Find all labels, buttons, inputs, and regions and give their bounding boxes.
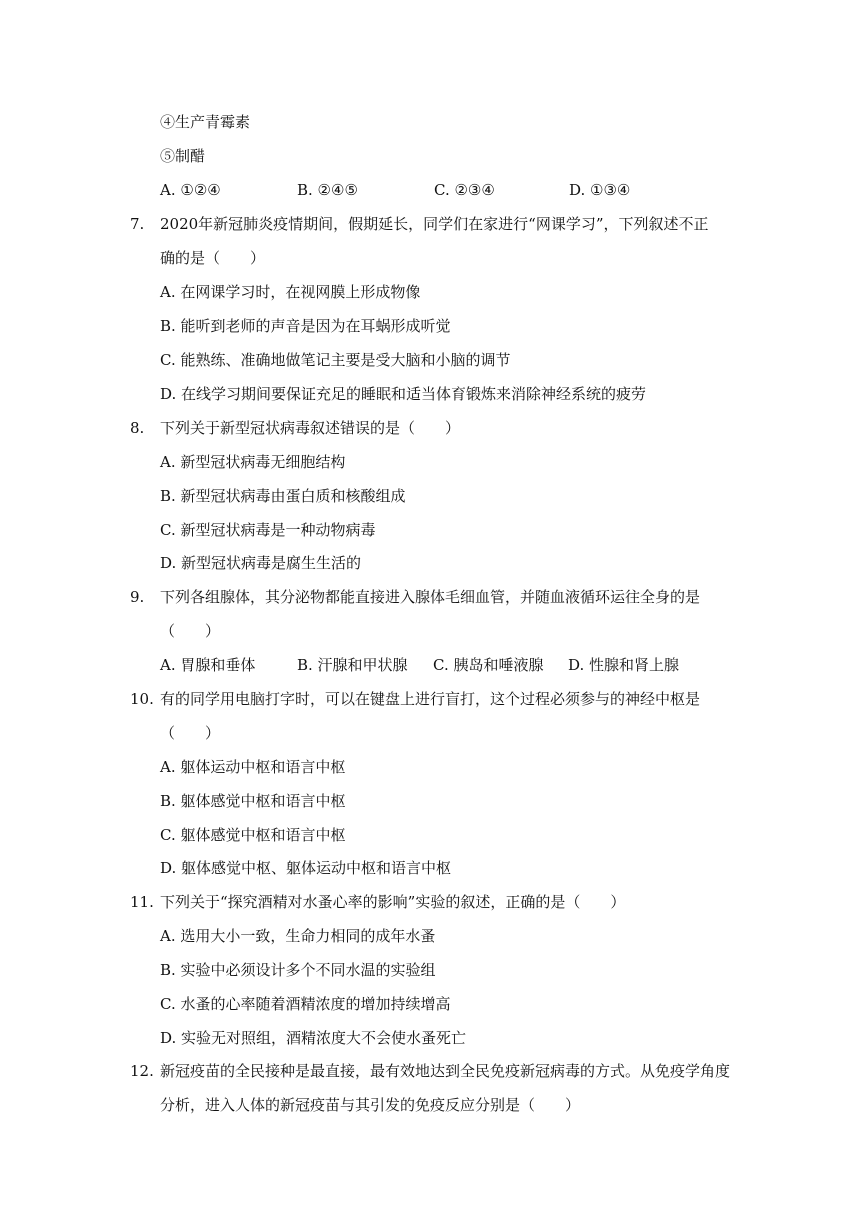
q10-option-a: A. 躯体运动中枢和语言中枢 [160,758,346,776]
q9-option-a: A. 胃腺和垂体 [160,656,256,674]
q7-number: 7. [130,215,145,233]
q10-stem-line-1: 有的同学用电脑打字时，可以在键盘上进行盲打，这个过程必须参与的神经中枢是 [160,690,701,708]
carryover-item-5: ⑤制醋 [160,147,206,165]
q7-option-a: A. 在网课学习时，在视网膜上形成物像 [160,283,421,301]
q8-number: 8. [130,419,145,437]
q10-option-d: D. 躯体感觉中枢、躯体运动中枢和语言中枢 [160,859,452,877]
q11-option-a: A. 选用大小一致，生命力相同的成年水蚤 [160,927,436,945]
q10-option-b: B. 躯体感觉中枢和语言中枢 [160,792,346,810]
q8-option-c: C. 新型冠状病毒是一种动物病毒 [160,521,376,539]
carryover-item-4: ④生产青霉素 [160,113,251,131]
q9-number: 9. [130,588,145,606]
q11-option-b: B. 实验中必须设计多个不同水温的实验组 [160,961,436,979]
q6-option-d: D. ①③④ [569,181,631,199]
q10-stem-line-2: （ ） [160,724,221,742]
q10-number: 10. [130,690,154,708]
q6-option-c: C. ②③④ [434,181,495,199]
q8-option-d: D. 新型冠状病毒是腐生生活的 [160,554,362,572]
q8-option-b: B. 新型冠状病毒由蛋白质和核酸组成 [160,487,406,505]
q8-option-a: A. 新型冠状病毒无细胞结构 [160,453,346,471]
q6-option-b: B. ②④⑤ [297,181,358,199]
q12-stem-line-2: 分析，进入人体的新冠疫苗与其引发的免疫反应分别是（ ） [160,1096,581,1114]
q7-option-c: C. 能熟练、准确地做笔记主要是受大脑和小脑的调节 [160,351,511,369]
q7-option-b: B. 能听到老师的声音是因为在耳蜗形成听觉 [160,317,451,335]
q11-number: 11. [130,893,154,911]
q11-option-d: D. 实验无对照组，酒精浓度大不会使水蚤死亡 [160,1029,467,1047]
q8-stem-line-1: 下列关于新型冠状病毒叙述错误的是（ ） [160,419,461,437]
q11-stem-line-1: 下列关于“探究酒精对水蚤心率的影响”实验的叙述，正确的是（ ） [160,893,626,911]
q11-option-c: C. 水蚤的心率随着酒精浓度的增加持续增高 [160,995,451,1013]
q7-option-d: D. 在线学习期间要保证充足的睡眠和适当体育锻炼来消除神经系统的疲劳 [160,385,647,403]
q12-number: 12. [130,1062,154,1080]
q6-option-a: A. ①②④ [160,181,221,199]
q9-option-b: B. 汗腺和甲状腺 [297,656,408,674]
q7-stem-line-1: 2020年新冠肺炎疫情期间，假期延长，同学们在家进行“网课学习”，下列叙述不正 [160,215,709,233]
q10-option-c: C. 躯体感觉中枢和语言中枢 [160,826,346,844]
q9-option-c: C. 胰岛和唾液腺 [433,656,544,674]
q9-stem-line-1: 下列各组腺体，其分泌物都能直接进入腺体毛细血管，并随血液循环运往全身的是 [160,588,701,606]
q12-stem-line-1: 新冠疫苗的全民接种是最直接，最有效地达到全民免疫新冠病毒的方式。从免疫学角度 [160,1062,731,1080]
q9-stem-line-2: （ ） [160,622,221,640]
q9-option-d: D. 性腺和肾上腺 [568,656,680,674]
q7-stem-line-2: 确的是（ ） [160,249,266,267]
